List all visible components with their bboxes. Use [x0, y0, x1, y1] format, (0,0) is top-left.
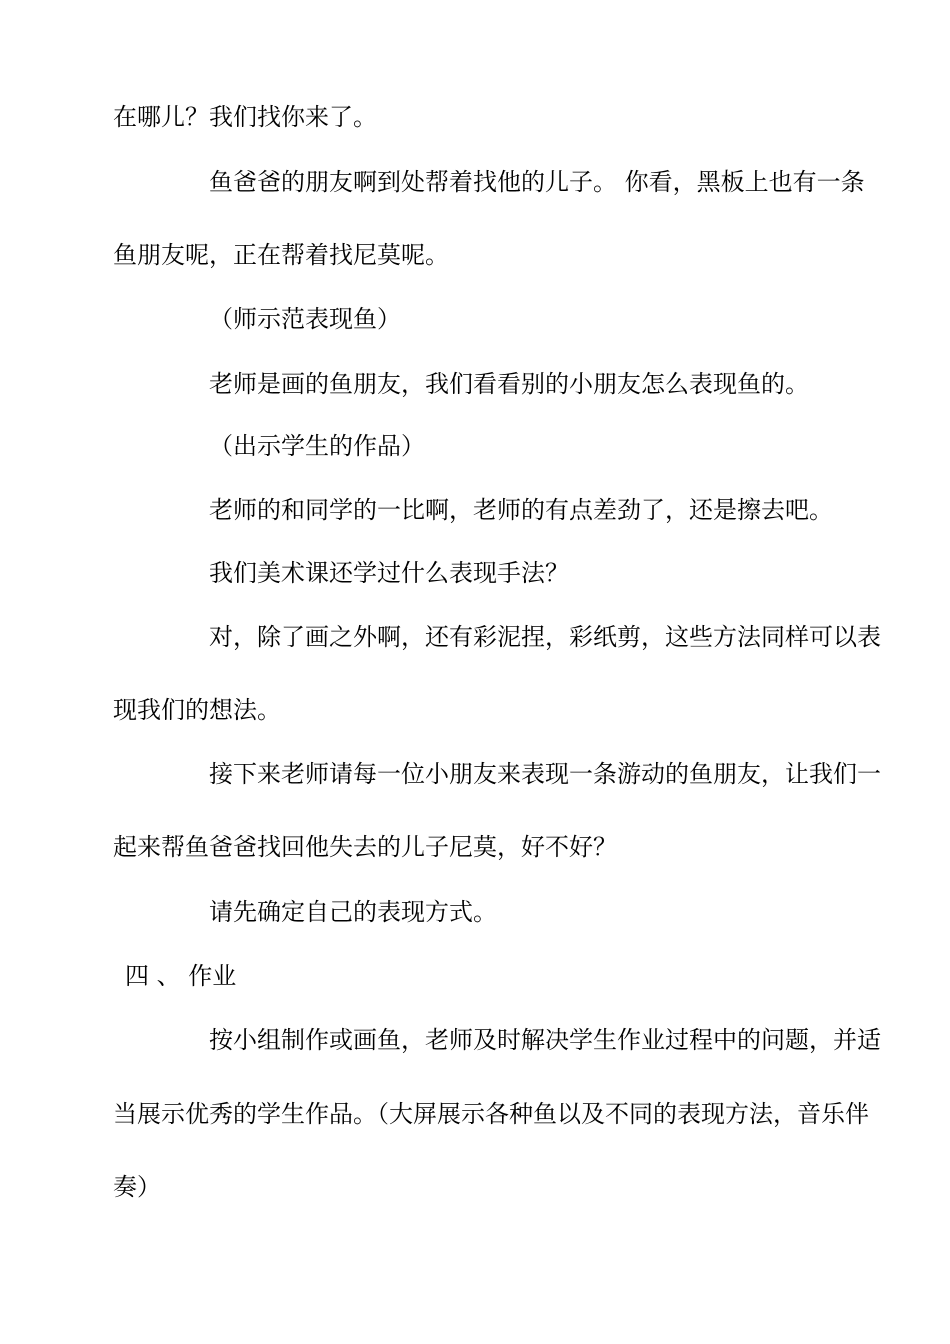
section-heading: 四 、 作业	[125, 962, 237, 990]
text-line: （出示学生的作品）	[209, 432, 425, 460]
text-line: 接下来老师请每一位小朋友来表现一条游动的鱼朋友，让我们一	[209, 760, 881, 788]
text-line: 我们美术课还学过什么表现手法？	[209, 559, 569, 587]
text-line: 起来帮鱼爸爸找回他失去的儿子尼莫，好不好？	[113, 833, 617, 861]
text-line: 老师的和同学的一比啊，老师的有点差劲了，还是擦去吧。	[209, 496, 833, 524]
text-line: 对，除了画之外啊，还有彩泥捏，彩纸剪，这些方法同样可以表	[209, 623, 881, 651]
text-line: （师示范表现鱼）	[209, 305, 401, 333]
text-line: 鱼爸爸的朋友啊到处帮着找他的儿子。 你看，黑板上也有一条	[209, 168, 865, 196]
text-line: 当展示优秀的学生作品。（大屏展示各种鱼以及不同的表现方法，音乐伴	[113, 1100, 869, 1128]
text-line: 按小组制作或画鱼，老师及时解决学生作业过程中的问题，并适	[209, 1026, 881, 1054]
text-line: 请先确定自己的表现方式。	[209, 898, 497, 926]
text-line: 老师是画的鱼朋友，我们看看别的小朋友怎么表现鱼的。	[209, 370, 809, 398]
text-line: 在哪儿？我们找你来了。	[113, 103, 377, 131]
text-line: 鱼朋友呢，正在帮着找尼莫呢。	[113, 241, 449, 269]
text-line: 现我们的想法。	[113, 696, 281, 724]
text-line: 奏）	[113, 1173, 161, 1201]
